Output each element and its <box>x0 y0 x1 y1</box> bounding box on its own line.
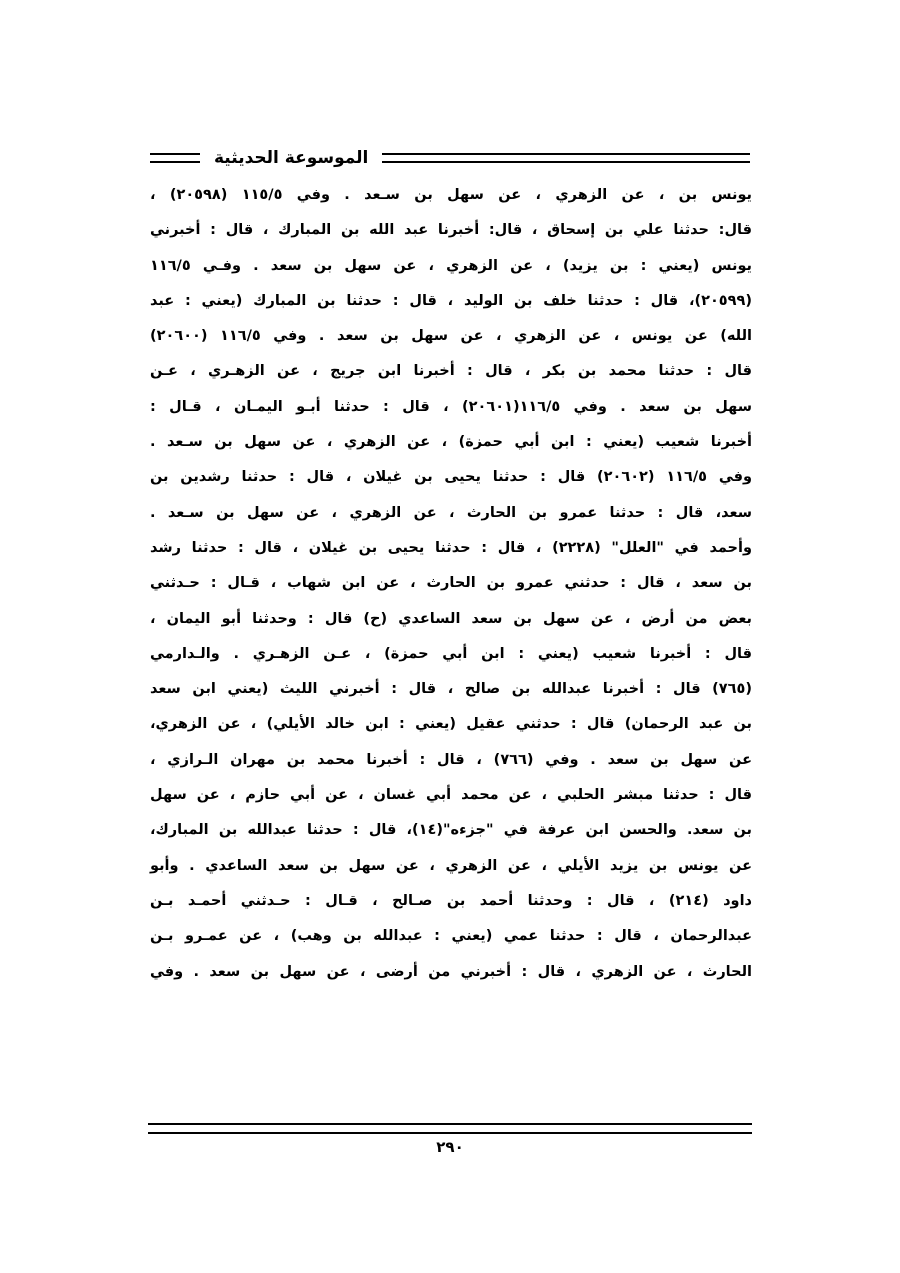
text-line: قال: حدثنا علي بن إسحاق ، قال: أخبرنا عبد الله بن المبارك ، قال : أخبرني <box>150 222 752 239</box>
text-line: (٢٠٥٩٩)، قال : حدثنا خلف بن الوليد ، قال : حدثنا بن المبارك (يعني : عبد <box>150 292 752 309</box>
text-line: قال : حدثنا محمد بن بكر ، قال : أخبرنا ابن جريج ، عن الزهـري ، عـن <box>150 363 752 380</box>
text-line: سعد، قال : حدثنا عمرو بن الحارث ، عن الزهري ، عن سهل بن سـعد . <box>150 504 752 521</box>
page-header <box>150 141 750 175</box>
text-line: عبدالرحمان ، قال : حدثنا عمي (يعني : عبدالله بن وهب) ، عن عمـرو بـن <box>150 928 752 945</box>
text-line: وأحمد في "العلل" (٢٢٢٨) ، قال : حدثنا يحيى بن غيلان ، قال : حدثنا رشد <box>150 539 752 556</box>
header-rule-short <box>150 153 200 163</box>
text-line: قال : أخبرنا شعيب (يعني : ابن أبي حمزة) ، عـن الزهـري . والـدارمي <box>150 645 752 662</box>
text-line: بعض من أرض ، عن سهل بن سعد الساعدي (ح) قال : وحدثنا أبو اليمان ، <box>150 610 752 627</box>
text-line: أخبرنا شعيب (يعني : ابن أبي حمزة) ، عن الزهري ، عن سهل بن سـعد . <box>150 434 752 451</box>
text-line: سهل بن سعد . وفي ١١٦/٥(٢٠٦٠١) ، قال : حدثنا أبـو اليمـان ، قـال : <box>150 398 752 415</box>
header-rule-long <box>382 153 750 163</box>
text-line: بن عبد الرحمان) قال : حدثني عقيل (يعني : ابن خالد الأيلي) ، عن الزهري، <box>150 716 752 733</box>
text-line: بن سعد. والحسن ابن عرفة في "جزءه"(١٤)، قال : حدثنا عبدالله بن المبارك، <box>150 822 753 839</box>
text-line: داود (٢١٤) ، قال : وحدثنا أحمد بن صـالح ، قـال : حـدثني أحمـد بـن <box>150 892 752 909</box>
text-line: وفي ١١٦/٥ (٢٠٦٠٢) قال : حدثنا يحيى بن غيلان ، قال : حدثنا رشدين بن <box>150 469 752 486</box>
footer-rule <box>148 1123 752 1134</box>
header-title: الموسوعة الحديثية <box>214 148 369 168</box>
text-line: قال : حدثنا مبشر الحلبي ، عن محمد أبي غسان ، عن أبي حازم ، عن سهل <box>150 787 752 804</box>
text-line: (٧٦٥) قال : أخبرنا عبدالله بن صالح ، قال : أخبرني الليث (يعني ابن سعد <box>150 681 752 698</box>
text-line: يونس (يعني : بن يزيد) ، عن الزهري ، عن سهل بن سعد . وفـي ١١٦/٥ <box>150 257 752 274</box>
text-line: يونس بن ، عن الزهري ، عن سهل بن سـعد . وفي ١١٥/٥ (٢٠٥٩٨) ، <box>150 187 752 203</box>
body-text <box>150 178 752 990</box>
text-line: عن سهل بن سعد . وفي (٧٦٦) ، قال : أخبرنا محمد بن مهران الـرازي ، <box>150 751 752 768</box>
page-number: ٢٩٠ <box>436 1138 464 1156</box>
text-line: الحارث ، عن الزهري ، قال : أخبرني من أرضى ، عن سهل بن سعد . وفي <box>150 963 752 980</box>
text-line: عن يونس بن يزيد الأيلي ، عن الزهري ، عن سهل بن سعد الساعدي . وأبو <box>150 857 752 874</box>
text-line: بن سعد ، قال : حدثني عمرو بن الحارث ، عن ابن شهاب ، قـال : حـدثني <box>150 575 752 592</box>
text-line: الله) عن يونس ، عن الزهري ، عن سهل بن سعد . وفي ١١٦/٥ (٢٠٦٠٠) <box>150 328 752 345</box>
